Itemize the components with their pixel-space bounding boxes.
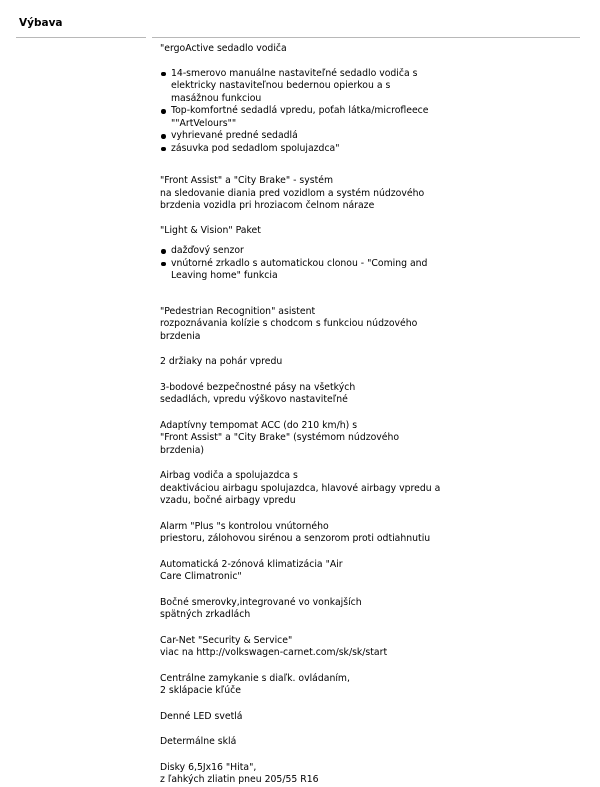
equipment-item-glass (160, 736, 425, 749)
item-line: elektricky nastaviteľnou bedernou opierkou a s (171, 80, 391, 91)
item-line: vnútorné zrkadlo s automatickou clonou - "Coming and (171, 257, 428, 269)
list-item (160, 130, 425, 143)
equipment-item-light-vision (160, 225, 425, 238)
item-line: Top-komfortné sedadlá vpredu, poťah látka/microfleece (171, 105, 429, 116)
equipment-list (160, 43, 441, 787)
item-line: Leaving home" funkcia (171, 270, 278, 281)
equipment-item-airbags (160, 470, 441, 508)
equipment-item-climatronic (160, 559, 425, 584)
list-item (160, 245, 425, 258)
item-line: z ľahkých zliatin pneu 205/55 R16 (160, 774, 319, 785)
item-line: Car-Net "Security & Service" (160, 634, 293, 646)
item-title: "Light & Vision" Paket (160, 224, 261, 236)
item-line: sedadlách, vpredu výškovo nastaviteľné (160, 394, 348, 405)
light-vision-bullet-list (160, 245, 428, 283)
equipment-item-acc (160, 420, 425, 458)
item-line: 2 sklápacie kľúče (160, 685, 241, 696)
equipment-item-led (160, 711, 425, 724)
equipment-item-pedestrian (160, 306, 425, 344)
item-line: vyhrievané predné sedadlá (171, 130, 298, 141)
item-line: deaktiváciou airbagu spolujazdca, hlavové airbagy vpredu a (160, 482, 441, 494)
equipment-item-alarm (160, 520, 431, 546)
item-line: brzdenia) (160, 444, 205, 456)
item-line: Centrálne zamykanie s diaľk. ovládaním, (160, 672, 350, 684)
item-line: Airbag vodiča a spolujazdca s (160, 470, 298, 481)
equipment-item-locking (160, 673, 425, 698)
equipment-item-carnet (160, 635, 425, 660)
item-line: 3-bodové bezpečnostné pásy na všetkých (160, 381, 356, 393)
list-item (160, 143, 425, 156)
item-line: na sledovanie diania pred vozidlom a systém núdzového (160, 187, 425, 199)
item-line: Bočné smerovky,integrované vo vonkajších (160, 596, 362, 608)
item-line: masážnou funkciou (171, 92, 262, 104)
item-line: Adaptívny tempomat ACC (do 210 km/h) s (160, 419, 358, 431)
item-line: Automatická 2-zónová klimatizácia "Air (160, 558, 343, 570)
equipment-item-belts (160, 382, 425, 407)
item-line: zásuvka pod sedadlom spolujazdca" (171, 142, 340, 154)
section-title: Výbava (19, 17, 63, 29)
item-line: Alarm "Plus "s kontrolou vnútorného (160, 520, 329, 532)
item-line: brzdenia (160, 330, 201, 342)
item-title: "ergoActive sedadlo vodiča (160, 43, 287, 54)
divider-right (152, 37, 580, 38)
item-line: "Front Assist" a "City Brake" - systém (160, 175, 334, 186)
equipment-item-cupholders (160, 356, 425, 369)
item-line: Care Climatronic" (160, 571, 242, 582)
equipment-item-wheels (160, 762, 425, 787)
item-line: priestoru, zálohovou sirénou a senzorom proti odtiahnutiu (160, 533, 431, 544)
item-line: brzdenia vozidla pri hroziacom čelnom náraze (160, 200, 375, 211)
list-item (160, 257, 428, 283)
item-line: vzadu, bočné airbagy vpredu (160, 495, 296, 506)
divider-left (16, 37, 146, 38)
item-line: Disky 6,5Jx16 "Hita", (160, 761, 257, 773)
ergoactive-bullet-list (160, 67, 429, 156)
item-line: Determálne sklá (160, 736, 237, 747)
item-line: Denné LED svetlá (160, 710, 243, 722)
list-item (160, 105, 429, 130)
item-line: viac na http://volkswagen-carnet.com/sk/sk/start (160, 647, 388, 658)
item-line: spätných zrkadlách (160, 609, 251, 620)
list-item (160, 68, 425, 106)
item-line: rozpoznávania kolízie s chodcom s funkciou núdzového (160, 318, 418, 329)
equipment-item-front-assist (160, 175, 425, 213)
item-line: ""ArtVelours"" (171, 117, 237, 129)
equipment-item-indicators (160, 597, 425, 622)
item-line: dažďový senzor (171, 245, 244, 256)
item-line: 14-smerovo manuálne nastaviteľné sedadlo vodiča s (171, 67, 418, 79)
item-line: "Pedestrian Recognition" asistent (160, 305, 316, 317)
item-line: "Front Assist" a "City Brake" (systémom núdzového (160, 432, 400, 443)
item-line: 2 držiaky na pohár vpredu (160, 356, 283, 367)
equipment-item-ergoactive (160, 43, 425, 56)
